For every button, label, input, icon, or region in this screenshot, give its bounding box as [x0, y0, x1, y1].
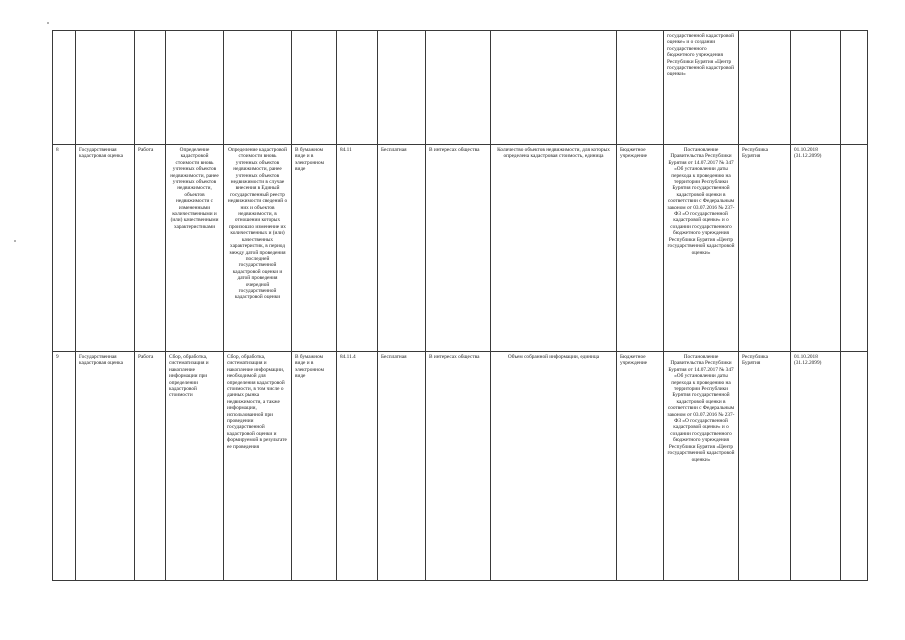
cell-dates	[791, 31, 841, 145]
cell-payment: Бесплатная	[378, 352, 426, 581]
cell-consumers	[426, 31, 491, 145]
table-row	[53, 145, 868, 352]
cell-content-detail: Определение кадастровой стоимости вновь учтенных объектов недвижимости, ранее учтенных объектов недвижимости в случае внесения в Единый государственный реестр недвижимости сведений о них и объектов недвижимости, в отношении которых произошло изменение их количественных и (или) качественных характеристик, в период между датой проведения последней государственной кадастровой оценки и датой проведения очередной государственной кадастровой оценки	[224, 145, 292, 352]
scan-speck	[47, 22, 49, 24]
cell-institution-type	[617, 31, 664, 145]
cell-region: Республика Бурятия	[739, 145, 791, 352]
cell-number	[53, 31, 76, 145]
cell-content-detail: Сбор, обработка, систематизация и накопление информации, необходимой для определения кадастровой стоимости, в том числе о данных рынка недвижимости, а также информации, использованной при проведении государственной кадастровой оценки и формируемой в результате ее проведения	[224, 352, 292, 581]
cell-content: Сбор, обработка, систематизация и накопление информации при определении кадастровой стоимости	[166, 352, 224, 581]
cell-content-detail	[224, 31, 292, 145]
cell-payment: Бесплатная	[378, 145, 426, 352]
cell-form: В бумажном виде и в электронном виде	[292, 352, 337, 581]
cell-empty	[841, 352, 868, 581]
cell-indicator: Объем собранной информации, единица	[491, 352, 617, 581]
cell-service-name: Государственная кадастровая оценка	[76, 352, 135, 581]
cell-institution-type: Бюджетное учреждение	[617, 352, 664, 581]
scan-speck	[14, 240, 16, 242]
table-row-continuation	[53, 31, 868, 145]
cell-legal-basis: государственной кадастровой оценке» и о создании государственного бюджетного учреждения Республики Бурятия «Центр государственной кадастровой оценки»	[664, 31, 739, 145]
cell-empty	[841, 31, 868, 145]
cell-legal-basis: Постановление Правительства Республики Бурятия от 14.07.2017 № 347 «Об установлении даты перехода к проведению на территории Республики Бурятия государственной кадастровой оценки в соответствии с Федеральным законом от 03.07.2016 № 237-ФЗ «О государственной кадастровой оценке» и о создании государственного бюджетного учреждения Республики Бурятия «Центр государственной кадастровой оценки»	[664, 145, 739, 352]
cell-region	[739, 31, 791, 145]
cell-type	[135, 31, 166, 145]
table-row	[53, 352, 868, 581]
cell-institution-type: Бюджетное учреждение	[617, 145, 664, 352]
cell-okved	[337, 31, 378, 145]
cell-indicator	[491, 31, 617, 145]
cell-consumers: В интересах общества	[426, 352, 491, 581]
cell-service-name	[76, 31, 135, 145]
cell-form	[292, 31, 337, 145]
registry-table	[52, 30, 868, 581]
cell-dates: 01.10.2018 (31.12.2099)	[791, 145, 841, 352]
cell-content	[166, 31, 224, 145]
cell-region: Республика Бурятия	[739, 352, 791, 581]
cell-legal-basis: Постановление Правительства Республики Бурятия от 14.07.2017 № 347 «Об установлении даты перехода к проведению на территории Республики Бурятия государственной кадастровой оценки в соответствии с Федеральным законом от 03.07.2016 № 237-ФЗ «О государственной кадастровой оценке» и о создании государственного бюджетного учреждения Республики Бурятия «Центр государственной кадастровой оценки»	[664, 352, 739, 581]
cell-payment	[378, 31, 426, 145]
cell-indicator: Количество объектов недвижимости, для которых определена кадастровая стоимость, единица	[491, 145, 617, 352]
cell-type: Работа	[135, 352, 166, 581]
cell-content: Определение кадастровой стоимости вновь учтенных объектов недвижимости, ранее учтенных объектов недвижимости, объектов недвижимости с измененными количественными и (или) качественными характеристиками	[166, 145, 224, 352]
cell-type: Работа	[135, 145, 166, 352]
cell-form: В бумажном виде и в электронном виде	[292, 145, 337, 352]
cell-service-name: Государственная кадастровая оценка	[76, 145, 135, 352]
cell-empty	[841, 145, 868, 352]
cell-okved: 84.11.4	[337, 352, 378, 581]
cell-dates: 01.10.2018 (31.12.2099)	[791, 352, 841, 581]
cell-okved: 84.11	[337, 145, 378, 352]
cell-number: 8	[53, 145, 76, 352]
cell-consumers: В интересах общества	[426, 145, 491, 352]
cell-number: 9	[53, 352, 76, 581]
